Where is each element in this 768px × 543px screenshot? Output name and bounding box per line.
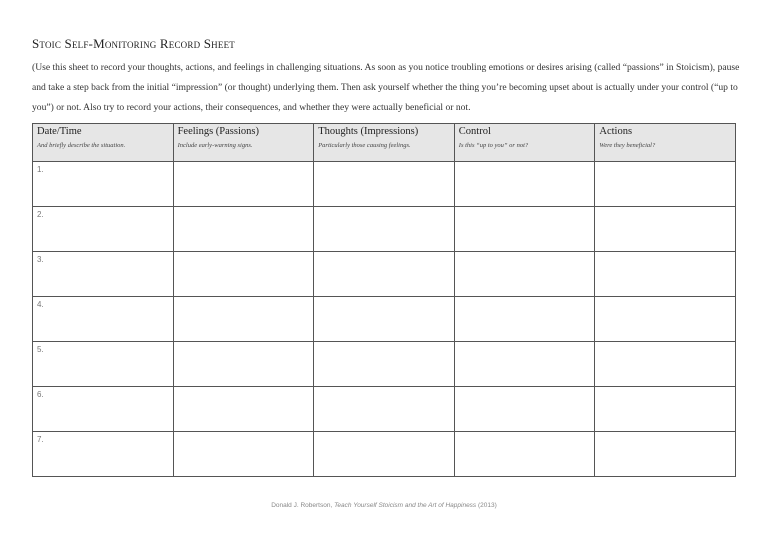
thoughts-cell[interactable] [314, 162, 455, 207]
control-cell[interactable] [454, 432, 595, 477]
control-cell[interactable] [454, 252, 595, 297]
column-title: Date/Time [37, 126, 82, 137]
thoughts-cell[interactable] [314, 342, 455, 387]
control-cell[interactable] [454, 342, 595, 387]
row-number-cell[interactable]: 4. [33, 297, 174, 342]
column-header-actions [595, 124, 736, 162]
feelings-cell[interactable] [173, 252, 314, 297]
column-subtitle: Particularly those causing feelings. [318, 142, 411, 149]
column-title: Control [458, 126, 491, 137]
thoughts-cell[interactable] [314, 207, 455, 252]
row-number-cell[interactable]: 7. [33, 432, 174, 477]
column-title: Thoughts (Impressions) [318, 126, 419, 137]
actions-cell[interactable] [595, 297, 736, 342]
control-cell[interactable] [454, 207, 595, 252]
actions-cell[interactable] [595, 207, 736, 252]
citation-book-title: Teach Yourself Stoicism and the Art of Happiness [334, 502, 477, 509]
table-row [33, 342, 736, 387]
thoughts-cell[interactable] [314, 252, 455, 297]
feelings-cell[interactable] [173, 207, 314, 252]
column-header-thoughts [314, 124, 455, 162]
row-number-cell[interactable]: 2. [33, 207, 174, 252]
citation-author: Donald J. Robertson, [271, 502, 333, 509]
column-header-date-time [33, 124, 174, 162]
actions-cell[interactable] [595, 252, 736, 297]
actions-cell[interactable] [595, 432, 736, 477]
table-row [33, 387, 736, 432]
control-cell[interactable] [454, 162, 595, 207]
row-number-cell[interactable]: 3. [33, 252, 174, 297]
column-title: Feelings (Passions) [177, 126, 259, 137]
citation-year: (2013) [478, 502, 497, 509]
citation-footer [0, 502, 768, 509]
table-row [33, 297, 736, 342]
column-subtitle: And briefly describe the situation. [37, 142, 126, 149]
feelings-cell[interactable] [173, 432, 314, 477]
record-table [32, 123, 736, 477]
feelings-cell[interactable] [173, 342, 314, 387]
row-number-cell[interactable]: 5. [33, 342, 174, 387]
row-number-cell[interactable]: 6. [33, 387, 174, 432]
feelings-cell[interactable] [173, 297, 314, 342]
thoughts-cell[interactable] [314, 387, 455, 432]
header-row [33, 124, 736, 162]
actions-cell[interactable] [595, 162, 736, 207]
column-header-control [454, 124, 595, 162]
control-cell[interactable] [454, 387, 595, 432]
column-subtitle: Is this “up to you” or not? [458, 142, 529, 149]
column-subtitle: Include early-warning signs. [177, 142, 253, 149]
row-number-cell[interactable]: 1. [33, 162, 174, 207]
feelings-cell[interactable] [173, 387, 314, 432]
feelings-cell[interactable] [173, 162, 314, 207]
instructions-paragraph: (Use this sheet to record your thoughts, actions, and feelings in challenging situations. As soon as you notice troubling emotions or desires arising (called “passions” in Stoicism), pause and take a step back from the initial “impression” (or thought) underlying them. Then ask yourself whether the thing you’re becoming upset about is actually under your control (“up to you”) or not. Also try to record your actions, their consequences, and whether they were actually beneficial or not. [32, 62, 740, 113]
table-row [33, 162, 736, 207]
column-title: Actions [599, 126, 633, 137]
actions-cell[interactable] [595, 342, 736, 387]
column-header-feelings [173, 124, 314, 162]
control-cell[interactable] [454, 297, 595, 342]
thoughts-cell[interactable] [314, 297, 455, 342]
column-subtitle: Were they beneficial? [599, 142, 656, 149]
page-title: Stoic Self-Monitoring Record Sheet [32, 36, 235, 51]
table-row [33, 252, 736, 297]
actions-cell[interactable] [595, 387, 736, 432]
thoughts-cell[interactable] [314, 432, 455, 477]
table-row [33, 432, 736, 477]
table-row [33, 207, 736, 252]
